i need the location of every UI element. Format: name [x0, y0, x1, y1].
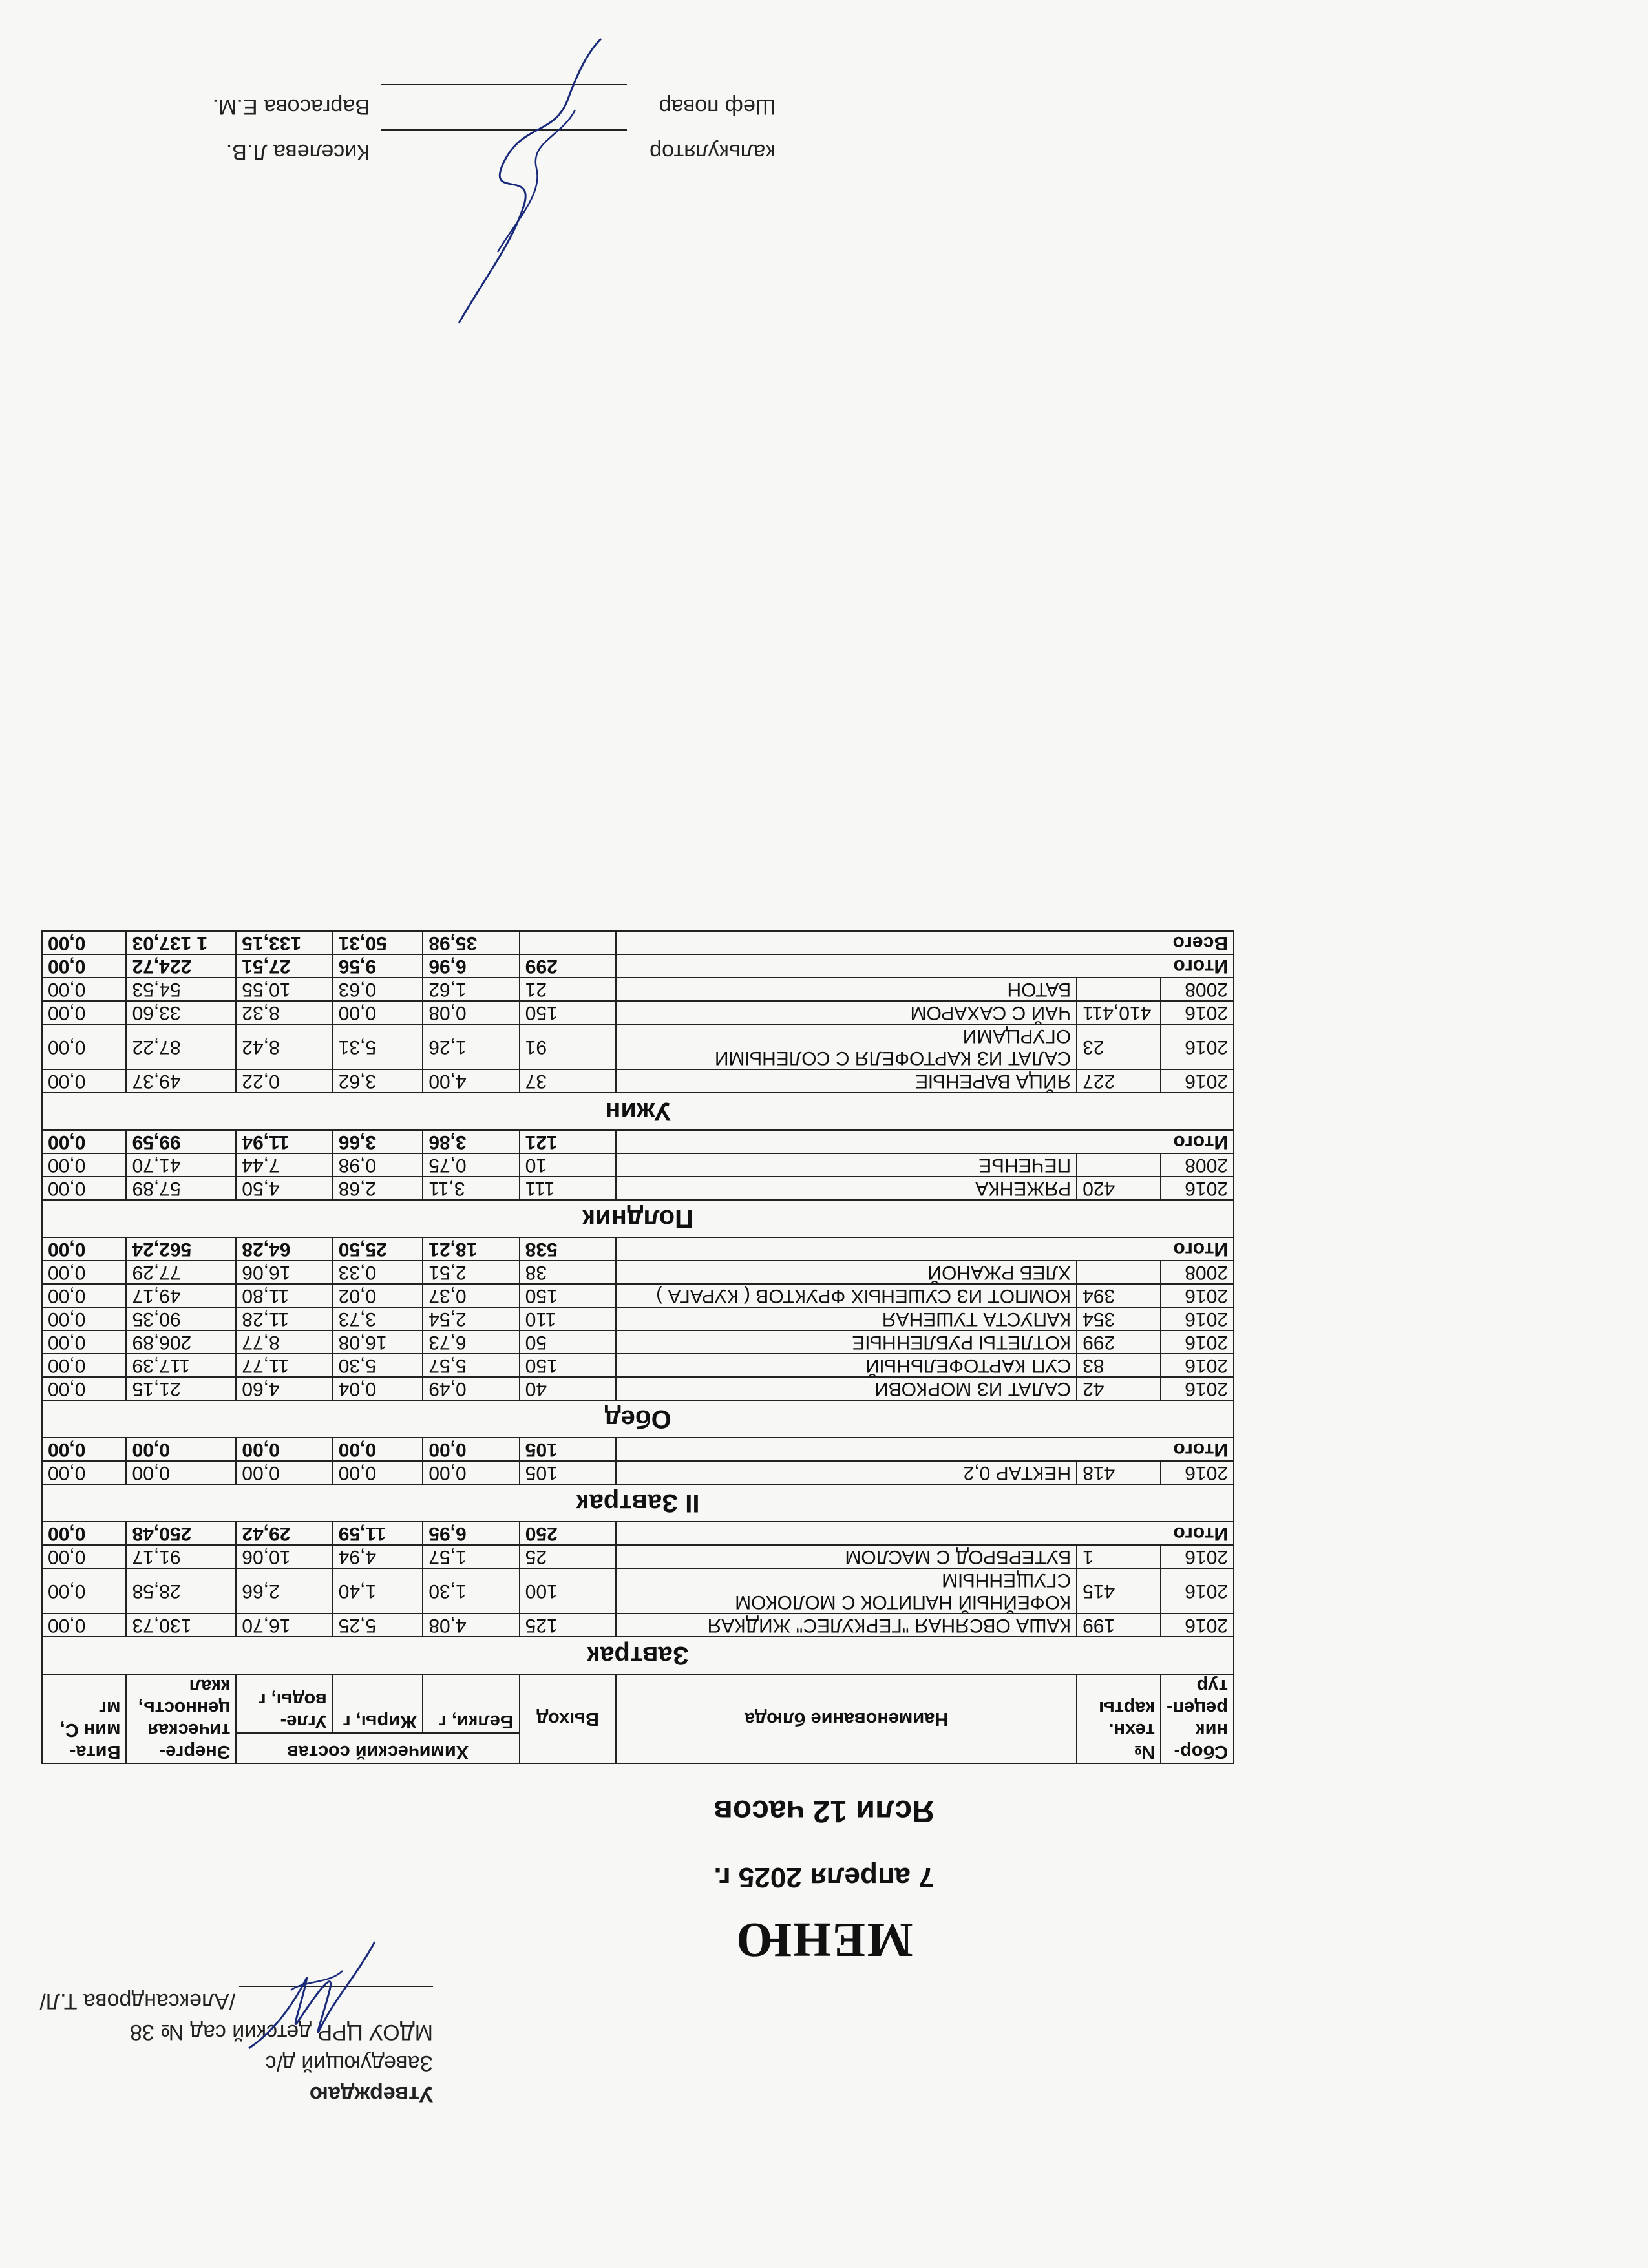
table-row — [42, 1545, 1234, 1568]
meal-section-row — [42, 1400, 1234, 1438]
cell-fat: 16,08 — [333, 1330, 423, 1354]
grand-total-energy: 1 137,03 — [127, 931, 237, 954]
cell-collection: 2016 — [1161, 1461, 1234, 1484]
staff-signature — [446, 32, 614, 330]
cell-collection: 2016 — [1161, 1177, 1234, 1200]
cell-protein: 2,54 — [423, 1307, 519, 1330]
meal-name: Обед — [42, 1400, 1234, 1438]
total-row — [42, 954, 1234, 978]
cell-dish: БУТЕРБРОД С МАСЛОМ — [616, 1545, 1077, 1568]
total-label: Итого — [616, 1130, 1234, 1153]
cell-collection: 2008 — [1161, 1261, 1234, 1284]
cell-vitc: 0,00 — [42, 1307, 127, 1330]
cell-energy: 57,89 — [127, 1177, 237, 1200]
table-row — [42, 1153, 1234, 1177]
cell-card-number — [1077, 978, 1161, 1001]
table-row — [42, 1354, 1234, 1377]
cell-energy: 28,58 — [127, 1568, 237, 1613]
cell-collection: 2008 — [1161, 978, 1234, 1001]
total-vitc: 0,00 — [42, 1438, 127, 1461]
cell-protein: 1,30 — [423, 1568, 519, 1613]
total-label: Итого — [616, 954, 1234, 978]
cell-dish: КОМПОТ ИЗ СУШЕНЫХ ФРУКТОВ ( КУРАГА ) — [616, 1284, 1077, 1307]
total-yield: 121 — [520, 1130, 616, 1153]
table-row — [42, 1330, 1234, 1354]
table-row — [42, 1461, 1234, 1484]
meal-section-row — [42, 1484, 1234, 1522]
cell-dish: РЯЖЕНКА — [616, 1177, 1077, 1200]
cell-card-number: 299 — [1077, 1330, 1161, 1354]
meal-name: II Завтрак — [42, 1484, 1234, 1522]
cell-card-number: 410,411 — [1077, 1001, 1161, 1024]
cell-dish: КОФЕЙНЫЙ НАПИТОК С МОЛОКОМ СГУЩЕННЫМ — [616, 1568, 1077, 1613]
cell-yield: 40 — [520, 1377, 616, 1400]
cell-energy: 49,37 — [127, 1069, 237, 1093]
cell-carbs: 4,50 — [236, 1177, 332, 1200]
cell-energy: 77,29 — [127, 1261, 237, 1284]
total-fat: 3,66 — [333, 1130, 423, 1153]
cell-yield: 110 — [520, 1307, 616, 1330]
cell-dish: КОТЛЕТЫ РУБЛЕННЫЕ — [616, 1330, 1077, 1354]
cell-vitc: 0,00 — [42, 1377, 127, 1400]
cell-protein: 4,08 — [423, 1613, 519, 1637]
meal-name: Ужин — [42, 1093, 1234, 1130]
cell-dish: ПЕЧЕНЬЕ — [616, 1153, 1077, 1177]
cell-carbs: 11,28 — [236, 1307, 332, 1330]
total-vitc: 0,00 — [42, 1522, 127, 1545]
cell-collection: 2016 — [1161, 1069, 1234, 1093]
cell-dish: САЛАТ ИЗ МОРКОВИ — [616, 1377, 1077, 1400]
cell-protein: 0,37 — [423, 1284, 519, 1307]
cell-protein: 4,00 — [423, 1069, 519, 1093]
total-protein: 6,96 — [423, 954, 519, 978]
cell-fat: 0,00 — [333, 1001, 423, 1024]
meal-section-row — [42, 1637, 1234, 1674]
cell-collection: 2016 — [1161, 1568, 1234, 1613]
cell-vitc: 0,00 — [42, 1001, 127, 1024]
approval-name: /Александрова Т.Л/ — [39, 1989, 235, 2013]
cell-vitc: 0,00 — [42, 1024, 127, 1069]
table-body — [42, 931, 1234, 1674]
cell-fat: 0,33 — [333, 1261, 423, 1284]
total-protein: 3,86 — [423, 1130, 519, 1153]
cell-carbs: 8,32 — [236, 1001, 332, 1024]
cell-vitc: 0,00 — [42, 1568, 127, 1613]
cell-energy: 117,39 — [127, 1354, 237, 1377]
total-yield: 299 — [520, 954, 616, 978]
cell-fat: 1,40 — [333, 1568, 423, 1613]
cell-vitc: 0,00 — [42, 1545, 127, 1568]
total-label: Итого — [616, 1522, 1234, 1545]
total-carbs: 64,28 — [236, 1237, 332, 1261]
cell-protein: 1,57 — [423, 1545, 519, 1568]
cell-yield: 10 — [520, 1153, 616, 1177]
cell-energy: 91,17 — [127, 1545, 237, 1568]
total-energy: 224,72 — [127, 954, 237, 978]
cell-vitc: 0,00 — [42, 1330, 127, 1354]
cell-vitc: 0,00 — [42, 1177, 127, 1200]
cell-card-number: 199 — [1077, 1613, 1161, 1637]
cell-collection: 2016 — [1161, 1377, 1234, 1400]
cell-collection: 2016 — [1161, 1307, 1234, 1330]
grand-total-fat: 50,31 — [333, 931, 423, 954]
cell-carbs: 16,70 — [236, 1613, 332, 1637]
chef-name: Варгасова Е.М. — [212, 94, 370, 119]
total-protein: 0,00 — [423, 1438, 519, 1461]
cell-collection: 2016 — [1161, 1024, 1234, 1069]
cell-protein: 2,51 — [423, 1261, 519, 1284]
total-fat: 9,56 — [333, 954, 423, 978]
cell-vitc: 0,00 — [42, 1261, 127, 1284]
cell-card-number: 42 — [1077, 1377, 1161, 1400]
total-label: Итого — [616, 1438, 1234, 1461]
header-card-number: № техн. карты — [1077, 1674, 1161, 1763]
cell-yield: 91 — [520, 1024, 616, 1069]
total-vitc: 0,00 — [42, 1130, 127, 1153]
cell-carbs: 4,60 — [236, 1377, 332, 1400]
table-row — [42, 1307, 1234, 1330]
total-energy: 562,24 — [127, 1237, 237, 1261]
cell-carbs: 8,77 — [236, 1330, 332, 1354]
cell-protein: 0,49 — [423, 1377, 519, 1400]
total-carbs: 29,42 — [236, 1522, 332, 1545]
table-row — [42, 1177, 1234, 1200]
menu-date: 7 апреля 2025 г. — [713, 1862, 935, 1893]
total-fat: 0,00 — [333, 1438, 423, 1461]
total-energy: 250,48 — [127, 1522, 237, 1545]
cell-yield: 21 — [520, 978, 616, 1001]
cell-carbs: 10,06 — [236, 1545, 332, 1568]
cell-fat: 3,62 — [333, 1069, 423, 1093]
chef-role: Шеф повар — [659, 94, 776, 119]
header-energy: Энерге-тическая ценность, ккал — [127, 1674, 237, 1763]
table-row — [42, 1024, 1234, 1069]
total-energy: 99,59 — [127, 1130, 237, 1153]
cell-carbs: 11,77 — [236, 1354, 332, 1377]
cell-collection: 2016 — [1161, 1284, 1234, 1307]
meal-section-row — [42, 1093, 1234, 1130]
cell-yield: 111 — [520, 1177, 616, 1200]
grand-total-vitc: 0,00 — [42, 931, 127, 954]
cell-collection: 2016 — [1161, 1001, 1234, 1024]
total-protein: 18,21 — [423, 1237, 519, 1261]
header-chemical-composition: Химический состав — [236, 1733, 519, 1763]
total-vitc: 0,00 — [42, 954, 127, 978]
total-label: Итого — [616, 1237, 1234, 1261]
table-row — [42, 1069, 1234, 1093]
cell-energy: 0,00 — [127, 1461, 237, 1484]
cell-card-number: 23 — [1077, 1024, 1161, 1069]
cell-protein: 0,08 — [423, 1001, 519, 1024]
cell-fat: 0,04 — [333, 1377, 423, 1400]
total-row — [42, 1237, 1234, 1261]
cell-vitc: 0,00 — [42, 1153, 127, 1177]
grand-total-carbs: 133,15 — [236, 931, 332, 954]
cell-fat: 4,94 — [333, 1545, 423, 1568]
header-collection: Сбор-ник рецеп-тур — [1161, 1674, 1234, 1763]
cell-dish: ХЛЕБ РЖАНОЙ — [616, 1261, 1077, 1284]
table-row — [42, 1377, 1234, 1400]
cell-energy: 33,60 — [127, 1001, 237, 1024]
cell-fat: 5,25 — [333, 1613, 423, 1637]
cell-yield: 150 — [520, 1354, 616, 1377]
total-fat: 25,50 — [333, 1237, 423, 1261]
total-protein: 6,95 — [423, 1522, 519, 1545]
cell-collection: 2016 — [1161, 1330, 1234, 1354]
total-vitc: 0,00 — [42, 1237, 127, 1261]
cell-dish: ЯЙЦА ВАРЕНЫЕ — [616, 1069, 1077, 1093]
cell-carbs: 0,22 — [236, 1069, 332, 1093]
total-row — [42, 1522, 1234, 1545]
cell-carbs: 0,00 — [236, 1461, 332, 1484]
table-row — [42, 1001, 1234, 1024]
cell-vitc: 0,00 — [42, 1461, 127, 1484]
cell-dish: КАША ОВСЯНАЯ "ГЕРКУЛЕС" ЖИДКАЯ — [616, 1613, 1077, 1637]
cell-collection: 2008 — [1161, 1153, 1234, 1177]
meal-name: Полдник — [42, 1200, 1234, 1237]
cell-card-number: 420 — [1077, 1177, 1161, 1200]
cell-energy: 21,15 — [127, 1377, 237, 1400]
total-yield: 538 — [520, 1237, 616, 1261]
cell-energy: 87,22 — [127, 1024, 237, 1069]
meal-name: Завтрак — [42, 1637, 1234, 1674]
cell-fat: 5,31 — [333, 1024, 423, 1069]
cell-protein: 0,00 — [423, 1461, 519, 1484]
cell-protein: 0,75 — [423, 1153, 519, 1177]
cell-fat: 0,98 — [333, 1153, 423, 1177]
cell-card-number — [1077, 1153, 1161, 1177]
header-protein: Белки, г — [423, 1674, 519, 1733]
table-row — [42, 1261, 1234, 1284]
cell-carbs: 2,66 — [236, 1568, 332, 1613]
header-dish: Наименование блюда — [616, 1674, 1077, 1763]
cell-dish: КАПУСТА ТУШЕНАЯ — [616, 1307, 1077, 1330]
header-vitamin-c: Вита-мин С, мг — [42, 1674, 127, 1763]
cell-yield: 38 — [520, 1261, 616, 1284]
cell-card-number: 83 — [1077, 1354, 1161, 1377]
cell-yield: 150 — [520, 1284, 616, 1307]
signature-block — [0, 84, 776, 174]
menu-table — [41, 930, 1234, 1764]
cell-dish: БАТОН — [616, 978, 1077, 1001]
cell-yield: 105 — [520, 1461, 616, 1484]
table-row — [42, 1284, 1234, 1307]
table-header — [42, 1674, 1234, 1763]
cell-fat: 0,63 — [333, 978, 423, 1001]
cell-yield: 25 — [520, 1545, 616, 1568]
total-carbs: 0,00 — [236, 1438, 332, 1461]
cell-energy: 130,73 — [127, 1613, 237, 1637]
cell-yield: 100 — [520, 1568, 616, 1613]
cell-collection: 2016 — [1161, 1354, 1234, 1377]
cell-carbs: 7,44 — [236, 1153, 332, 1177]
cell-protein: 5,57 — [423, 1354, 519, 1377]
cell-fat: 0,00 — [333, 1461, 423, 1484]
grand-total-yield — [520, 931, 616, 954]
cell-vitc: 0,00 — [42, 1069, 127, 1093]
grand-total-row — [42, 931, 1234, 954]
cell-energy: 49,17 — [127, 1284, 237, 1307]
cell-yield: 150 — [520, 1001, 616, 1024]
cell-energy: 90,35 — [127, 1307, 237, 1330]
calculator-name: Киселева Л.В. — [226, 140, 370, 164]
cell-protein: 1,62 — [423, 978, 519, 1001]
total-row — [42, 1130, 1234, 1153]
header-carbs: Угле-воды, г — [236, 1674, 332, 1733]
total-carbs: 27,51 — [236, 954, 332, 978]
cell-fat: 0,02 — [333, 1284, 423, 1307]
cell-card-number: 394 — [1077, 1284, 1161, 1307]
cell-protein: 3,11 — [423, 1177, 519, 1200]
group-name: Ясли 12 часов — [713, 1794, 935, 1828]
total-fat: 11,59 — [333, 1522, 423, 1545]
cell-collection: 2016 — [1161, 1545, 1234, 1568]
cell-carbs: 16,06 — [236, 1261, 332, 1284]
grand-total-label: Всего — [616, 931, 1234, 954]
cell-card-number: 418 — [1077, 1461, 1161, 1484]
cell-protein: 6,73 — [423, 1330, 519, 1354]
total-carbs: 11,94 — [236, 1130, 332, 1153]
table-row — [42, 978, 1234, 1001]
cell-energy: 206,89 — [127, 1330, 237, 1354]
header-fat: Жиры, г — [333, 1674, 423, 1733]
cell-carbs: 11,80 — [236, 1284, 332, 1307]
cell-energy: 41,70 — [127, 1153, 237, 1177]
table-row — [42, 1568, 1234, 1613]
page-title: МЕНЮ — [735, 1913, 913, 1967]
approval-title: Утверждаю — [309, 2082, 433, 2106]
cell-fat: 3,73 — [333, 1307, 423, 1330]
cell-card-number: 227 — [1077, 1069, 1161, 1093]
cell-dish: НЕКТАР 0,2 — [616, 1461, 1077, 1484]
total-row — [42, 1438, 1234, 1461]
grand-total-protein: 35,98 — [423, 931, 519, 954]
cell-vitc: 0,00 — [42, 978, 127, 1001]
total-energy: 0,00 — [127, 1438, 237, 1461]
header-yield: Выход — [520, 1674, 616, 1763]
cell-vitc: 0,00 — [42, 1613, 127, 1637]
total-yield: 105 — [520, 1438, 616, 1461]
calculator-role: калькулятор — [650, 140, 776, 164]
cell-carbs: 10,55 — [236, 978, 332, 1001]
cell-dish: СУП КАРТОФЕЛЬНЫЙ — [616, 1354, 1077, 1377]
cell-carbs: 8,42 — [236, 1024, 332, 1069]
cell-collection: 2016 — [1161, 1613, 1234, 1637]
total-yield: 250 — [520, 1522, 616, 1545]
cell-card-number: 1 — [1077, 1545, 1161, 1568]
cell-dish: САЛАТ ИЗ КАРТОФЕЛЯ С СОЛЕНЫМИ ОГУРЦАМИ — [616, 1024, 1077, 1069]
cell-card-number: 354 — [1077, 1307, 1161, 1330]
meal-section-row — [42, 1200, 1234, 1237]
cell-dish: ЧАЙ С САХАРОМ — [616, 1001, 1077, 1024]
cell-vitc: 0,00 — [42, 1354, 127, 1377]
approval-position: Заведующий д/с — [265, 2051, 433, 2075]
cell-protein: 1,26 — [423, 1024, 519, 1069]
cell-energy: 54,53 — [127, 978, 237, 1001]
approval-organization: МДОУ ЦРР детский сад № 38 — [129, 2020, 433, 2044]
cell-yield: 125 — [520, 1613, 616, 1637]
cell-fat: 2,68 — [333, 1177, 423, 1200]
cell-vitc: 0,00 — [42, 1284, 127, 1307]
cell-card-number — [1077, 1261, 1161, 1284]
cell-card-number: 415 — [1077, 1568, 1161, 1613]
table-row — [42, 1613, 1234, 1637]
cell-yield: 50 — [520, 1330, 616, 1354]
cell-fat: 5,30 — [333, 1354, 423, 1377]
cell-yield: 37 — [520, 1069, 616, 1093]
